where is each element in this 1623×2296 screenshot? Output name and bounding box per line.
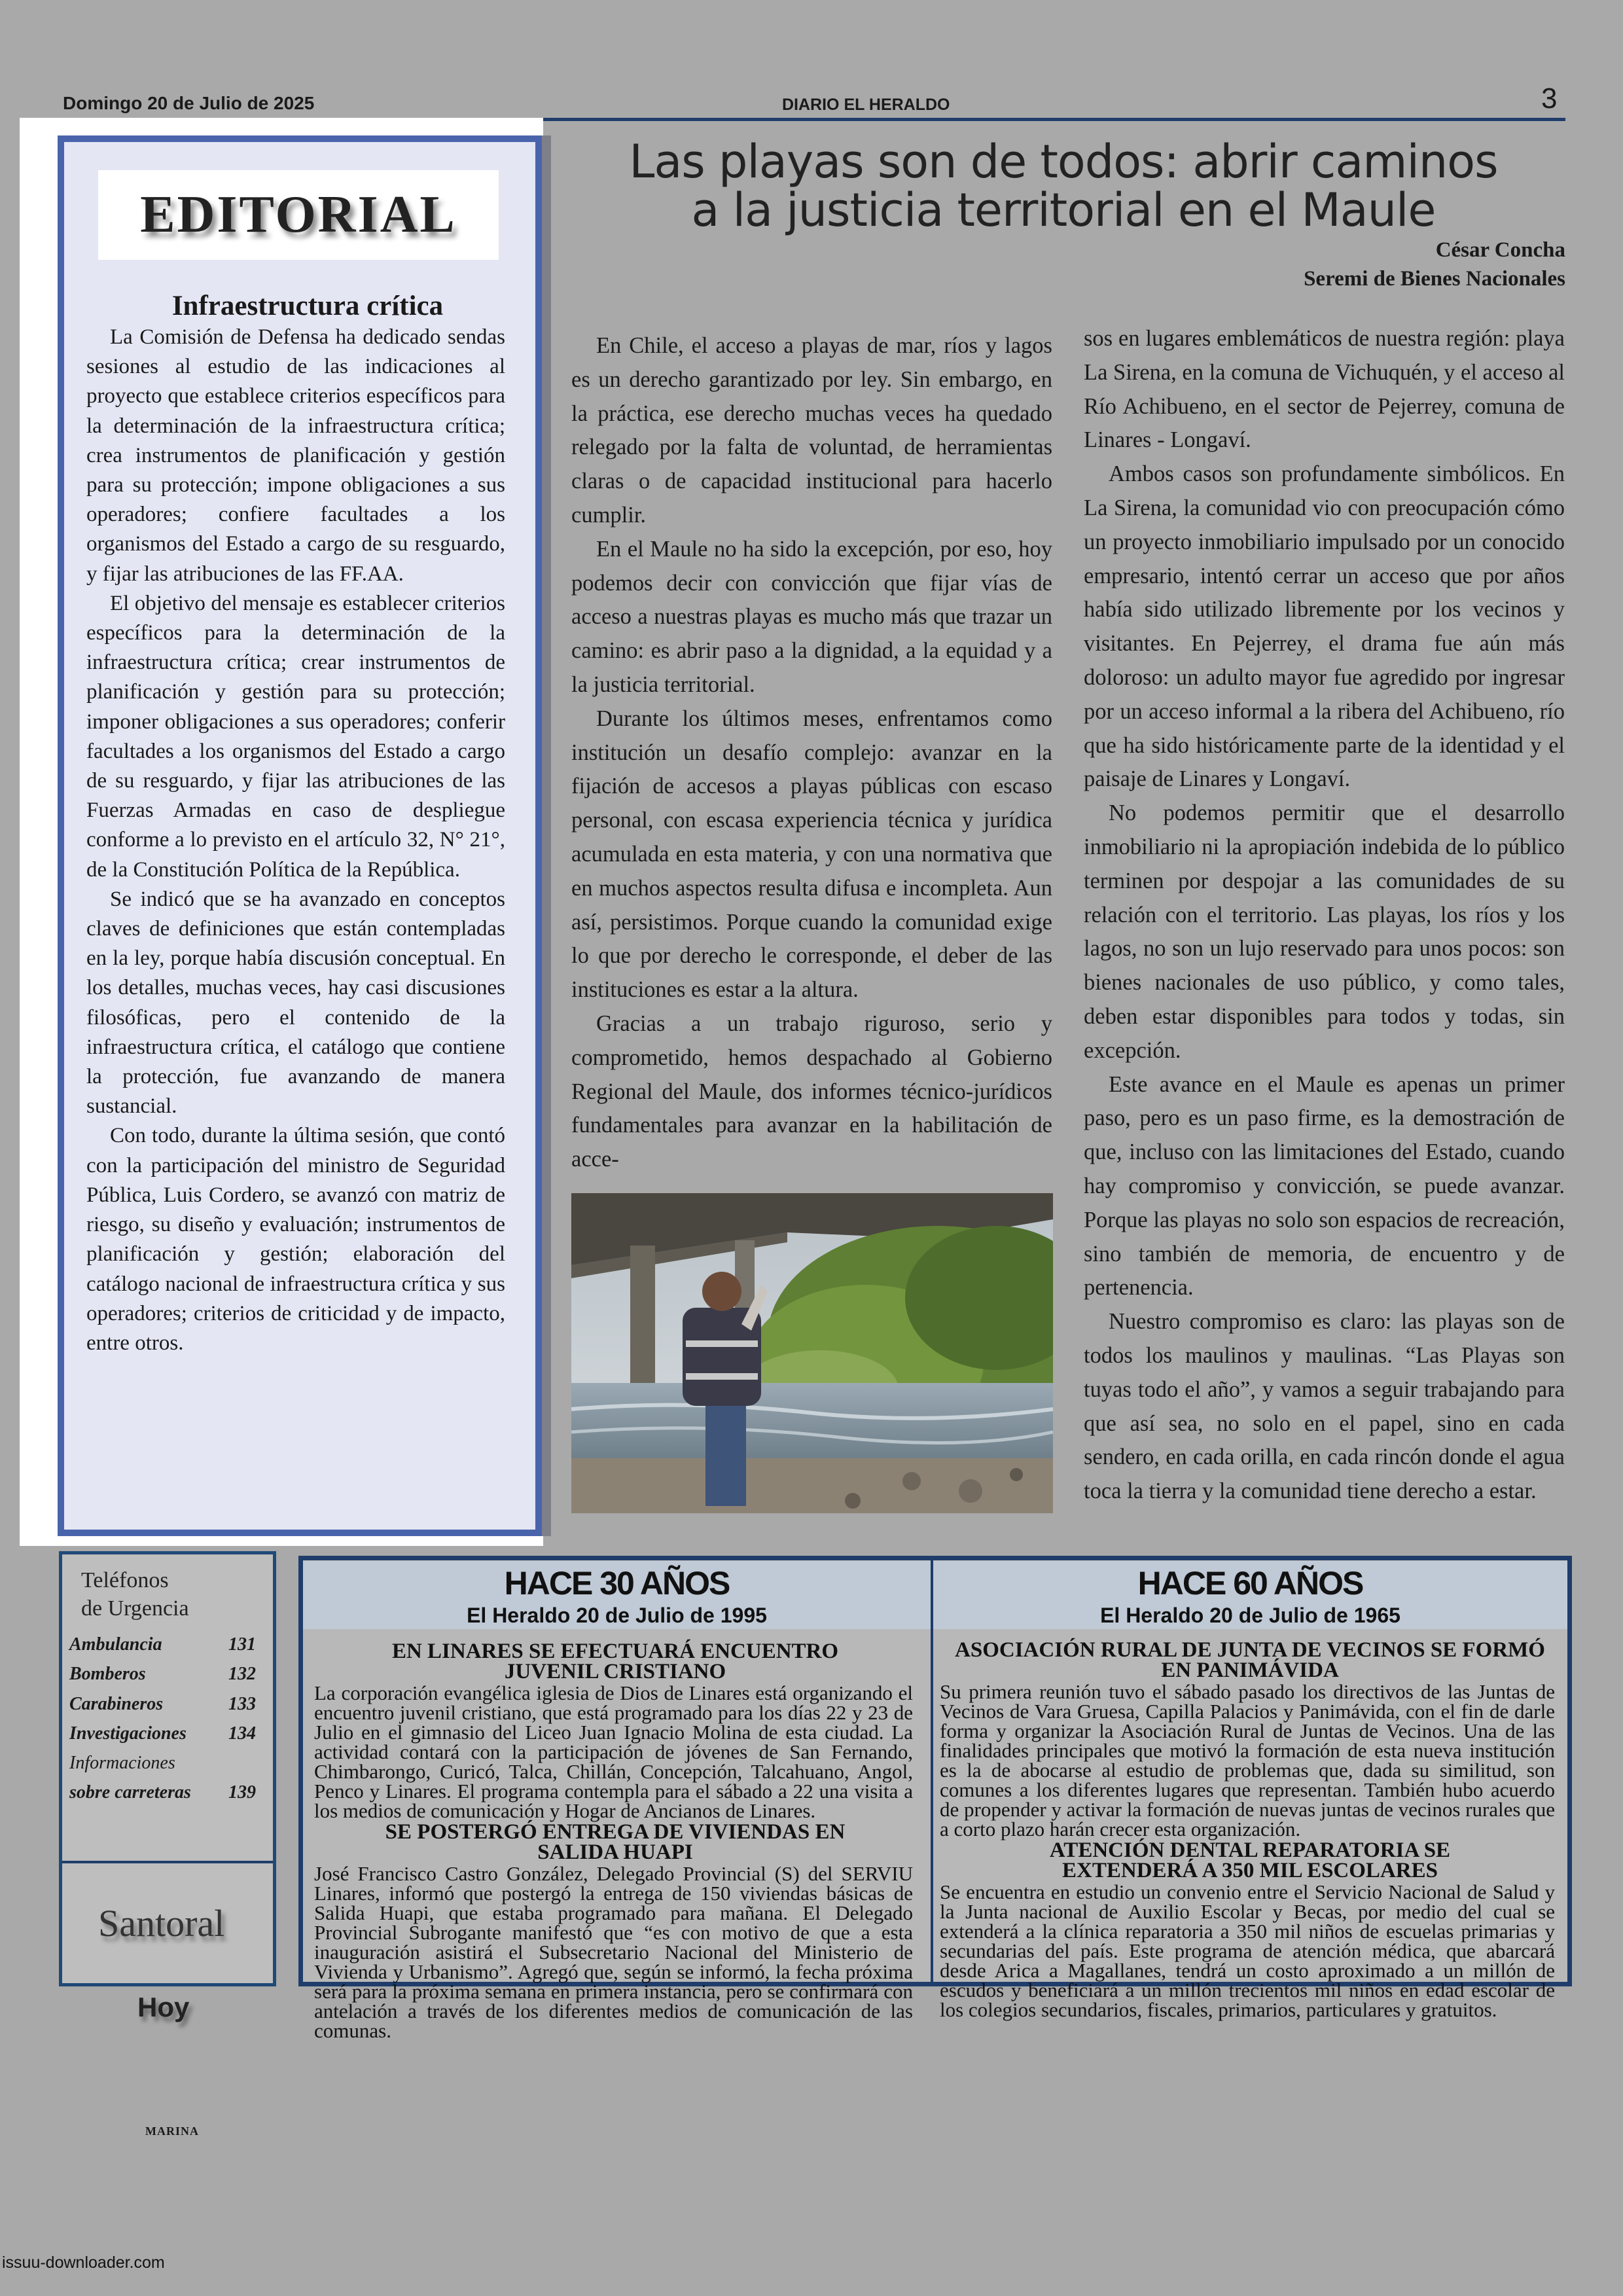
phone-label: Investigaciones: [69, 1723, 187, 1744]
river-photo-illustration: [571, 1193, 1053, 1513]
santoral-today: Hoy: [137, 1992, 190, 2022]
article-paragraph: En el Maule no ha sido la excepción, por eso, hoy podemos decir con convicción que fijar vías de acceso a nuestras playas es mucho más que trazar un camino: es abrir paso a la dignidad, a la equidad y a la justicia territorial.: [571, 536, 1052, 697]
article-column-2: [1084, 322, 1565, 1509]
article-column-1: [571, 329, 1052, 1177]
phone-row: [69, 1782, 256, 1803]
phone-label: Informaciones: [69, 1753, 175, 1773]
hace60-subtitle: El Heraldo 20 de Julio de 1965: [1100, 1604, 1400, 1627]
editorial-body: [86, 323, 505, 1358]
santoral-title: Santoral: [98, 1902, 225, 1945]
article-paragraph: Nuestro compromiso es claro: las playas son de todos los maulinos y maulinas. “Las Playas son tuyas todo el año”, y vamos a seguir trabajando para que así sea, no solo en el papel, sino en cada sendero, en cada orilla, en cada rincón donde el agua toca la tierra y la comunidad tiene derecho a estar.: [1084, 1309, 1565, 1504]
phone-number: 132: [228, 1664, 256, 1684]
article-photo: [571, 1193, 1053, 1513]
hace60-headline-1: ASOCIACIÓN RURAL DE JUNTA DE VECINOS SE FORMÓ EN PANIMÁVIDA: [955, 1638, 1545, 1682]
phone-label: sobre carreteras: [69, 1782, 191, 1803]
article-paragraph: No podemos permitir que el desarrollo inmobiliario ni la apropiación indebida de lo público terminen por despojar a las comunidades de su relación con el territorio. Las playas, los ríos y los lagos, no son un lujo reservado para unos pocos: son bienes nacionales de uso público, y como tales, deben estar disponibles para todos y todas, sin excepción.: [1084, 800, 1565, 1063]
phone-number: 133: [228, 1694, 256, 1714]
hace30-text-2: José Francisco Castro González, Delegado Provincial (S) del SERVIU Linares, informó que postergó la entrega de 150 viviendas básicas de Salida Huapi, que estaba programado para mañana. El Delegado Provincial Subrogante manifestó que “es con motivo de que a esta inauguración asistirá el Subsecretario Nacional del Ministerio de Vivienda y Urbanismo”. Agregó que, según se informó, la fecha próxima será para la próxima semana en primera instancia, pero se confirmará con antelación a través de los diferentes medios de comunicación de las comunas.: [314, 1862, 913, 2042]
phone-label: Bomberos: [69, 1664, 146, 1684]
editorial-paragraph: Con todo, durante la última sesión, que contó con la participación del ministro de Seguridad Pública, Luis Cordero, se avanzó con matriz de riesgo, su diseño y evaluación; instrumentos de planificación y gestión; elaboración del catálogo nacional de infraestructura crítica y sus operadores; criterios de criticidad y de impacto, entre otros.: [86, 1124, 505, 1355]
watermark: issuu-downloader.com: [2, 2253, 165, 2272]
page-number: 3: [1541, 82, 1558, 115]
phone-label: Carabineros: [69, 1694, 164, 1714]
editorial-subtitle: Infraestructura crítica: [171, 291, 444, 321]
newspaper-name: DIARIO EL HERALDO: [782, 96, 950, 114]
phone-number: 139: [228, 1782, 256, 1803]
hace30-text-1: La corporación evangélica iglesia de Dios de Linares está organizando el encuentro juvenil cristiano, que está programado para los días 22 y 23 de Julio en el gimnasio del Liceo Juan Ignacio Molina de esta ciudad. La actividad contará con la participación de jóvenes de San Fernando, Chimbarongo, Curicó, Talca, Chillán, Concepción, Talcahuano, Angol, Penco y Linares. El programa contempla para el sábado a 22 una visita a los medios de comunicación y Hogar de Ancianos de Linares.: [314, 1681, 913, 1822]
phone-label: Ambulancia: [69, 1634, 162, 1655]
phones-title-line1: Teléfonos: [81, 1568, 169, 1592]
article-paragraph: Gracias a un trabajo riguroso, serio y comprometido, hemos despachado al Gobierno Regional del Maule, dos informes técnico-jurídicos fundamentales para avanzar en la habilitación de acce-: [571, 1011, 1052, 1172]
hace60-text-2: Se encuentra en estudio un convenio entre el Servicio Nacional de Salud y la Junta nacional de Auxilio Escolar y Becas, por medio del cual se extenderá a la clínica reparatoria a 350 mil niños de escuelas primarias y secundarias del país. Este programa de atención médica, que abarcará desde Arica a Magallanes, tendrá un costo aproximado a un millón de escudos y beneficiará a un millón trecientos mil niños en edad escolar de los colegios secundarios, fiscales, primarios, particulares y gratuitos.: [940, 1880, 1555, 2021]
editorial-label: EDITORIAL: [140, 186, 457, 243]
hace30-subtitle: El Heraldo 20 de Julio de 1995: [467, 1604, 767, 1627]
hace30-title: HACE 30 AÑOS: [504, 1565, 730, 1602]
phones-title-line2: de Urgencia: [81, 1596, 189, 1621]
hace60-headline-2: ATENCIÓN DENTAL REPARATORIA SE EXTENDERÁ A 350 MIL ESCOLARES: [1049, 1839, 1451, 1882]
santoral-name: MARINA: [145, 2125, 199, 2138]
article-paragraph: sos en lugares emblemáticos de nuestra región: playa La Sirena, en la comuna de Vichuquén, y el acceso al Río Achibueno, en el sector de Pejerrey, comuna de Linares - Longaví.: [1084, 326, 1565, 453]
hace60-text-1: Su primera reunión tuvo el sábado pasado los directivos de las Juntas de Vecinos de Vara Gruesa, Capilla Palacios y Panimávida, con el fin de darle forma y organizar la Asociación Rural de Juntas de Vecinos. Una de las finalidades principales que motivó la formación de esta nueva institución es la de abocarse al estudio de problemas que, dada su similitud, son comunes a los diferentes lugares que representan. También hubo acuerdo de propender y activar la formación de nuevas juntas de vecinos rurales que a corto plazo harán crecer esta organización.: [940, 1680, 1555, 1840]
phones-separator: [62, 1861, 273, 1863]
author-name: César Concha: [1435, 238, 1565, 262]
article-headline-line1: Las playas son de todos: abrir caminos: [629, 135, 1498, 188]
article-byline: [1178, 236, 1565, 293]
phone-row: [69, 1664, 256, 1685]
article-headline: [569, 135, 1558, 237]
hace60-title: HACE 60 AÑOS: [1137, 1565, 1363, 1602]
article-headline-line2: a la justicia territorial en el Maule: [691, 183, 1436, 237]
phone-number: 134: [228, 1723, 256, 1744]
editorial-shadow-bar: [542, 135, 551, 1536]
article-paragraph: Este avance en el Maule es apenas un primer paso, pero es un paso firme, es la demostración de que, incluso con las limitaciones del Estado, cuando hay compromiso y convicción, se puede avanzar. Porque las playas no solo son espacios de recreación, sino también de memoria, de encuentro y de pertenencia.: [1084, 1071, 1565, 1300]
editorial-paragraph: La Comisión de Defensa ha dedicado sendas sesiones al estudio de las indicaciones al proyecto que establece criterios específicos para la determinación de la infraestructura crítica; crea instrumentos de planificación y gestión para su protección; impone obligaciones a sus operadores; confiere facultades a los organismos del Estado a cargo de su resguardo, y fijar las atribuciones de las FF.AA.: [86, 325, 505, 586]
phone-row: [69, 1694, 256, 1715]
hace30-headline-1: EN LINARES SE EFECTUARÁ ENCUENTRO JUVENIL CRISTIANO: [391, 1640, 839, 1683]
editorial-paragraph: El objetivo del mensaje es establecer criterios específicos para la determinación de la infraestructura crítica; crear instrumentos de planificación y gestión para su protección; imponer obligaciones a sus operadores; conferir facultades a los organismos del Estado a cargo de su resguardo, y fijar las atribuciones de las Fuerzas Armadas en caso de despliegue conforme a lo previsto en el artículo 32, N° 21°, de la Constitución Política de la República.: [86, 591, 505, 882]
phones-title: [81, 1566, 189, 1623]
phone-row: [69, 1634, 256, 1655]
author-role: Seremi de Bienes Nacionales: [1304, 267, 1565, 291]
phone-number: 131: [228, 1634, 256, 1655]
phone-row: [69, 1723, 256, 1744]
article-paragraph: Durante los últimos meses, enfrentamos como institución un desafío complejo: avanzar en la fijación de accesos a playas públicas con escaso personal, con escasa experiencia técnica y jurídica acumulada en esta materia, y con una normativa que en muchos aspectos resulta difusa e incompleta. Aun así, persistimos. Porque cuando la comunidad exige lo que por derecho le corresponde, el deber de las instituciones es estar a la altura.: [571, 706, 1052, 1003]
editorial-paragraph: Se indicó que se ha avanzado en conceptos claves de definiciones que están contempladas en la ley, porque había discusión conceptual. En los detalles, muchas veces, hay casi discusiones filosóficas, pero el contenido de la infraestructura crítica, el catálogo que contiene la protección, fue avanzando de manera sustancial.: [86, 887, 505, 1119]
article-paragraph: En Chile, el acceso a playas de mar, ríos y lagos es un derecho garantizado por ley. Sin embargo, en la práctica, ese derecho muchas veces ha quedado relegado por la falta de voluntad, de herramientas claras o de capacidad institucional para hacerlo cumplir.: [571, 333, 1052, 528]
phone-row: [69, 1753, 256, 1774]
issue-date: Domingo 20 de Julio de 2025: [63, 93, 315, 113]
article-paragraph: Ambos casos son profundamente simbólicos. En La Sirena, la comunidad vio con preocupación cómo un proyecto inmobiliario impulsado por un conocido empresario, intentó cerrar un acceso que por años había sido utilizado libremente por los vecinos y visitantes. En Pejerrey, el drama fue aún más doloroso: un adulto mayor fue agredido por ingresar por un acceso informal a la ribera del Achibueno, río que ha sido históricamente parte de la identidad y el paisaje de Linares y Longaví.: [1084, 461, 1565, 792]
editorial-label-box: [98, 170, 499, 260]
hace30-headline-2: SE POSTERGÓ ENTREGA DE VIVIENDAS EN SALIDA HUAPI: [385, 1820, 846, 1864]
